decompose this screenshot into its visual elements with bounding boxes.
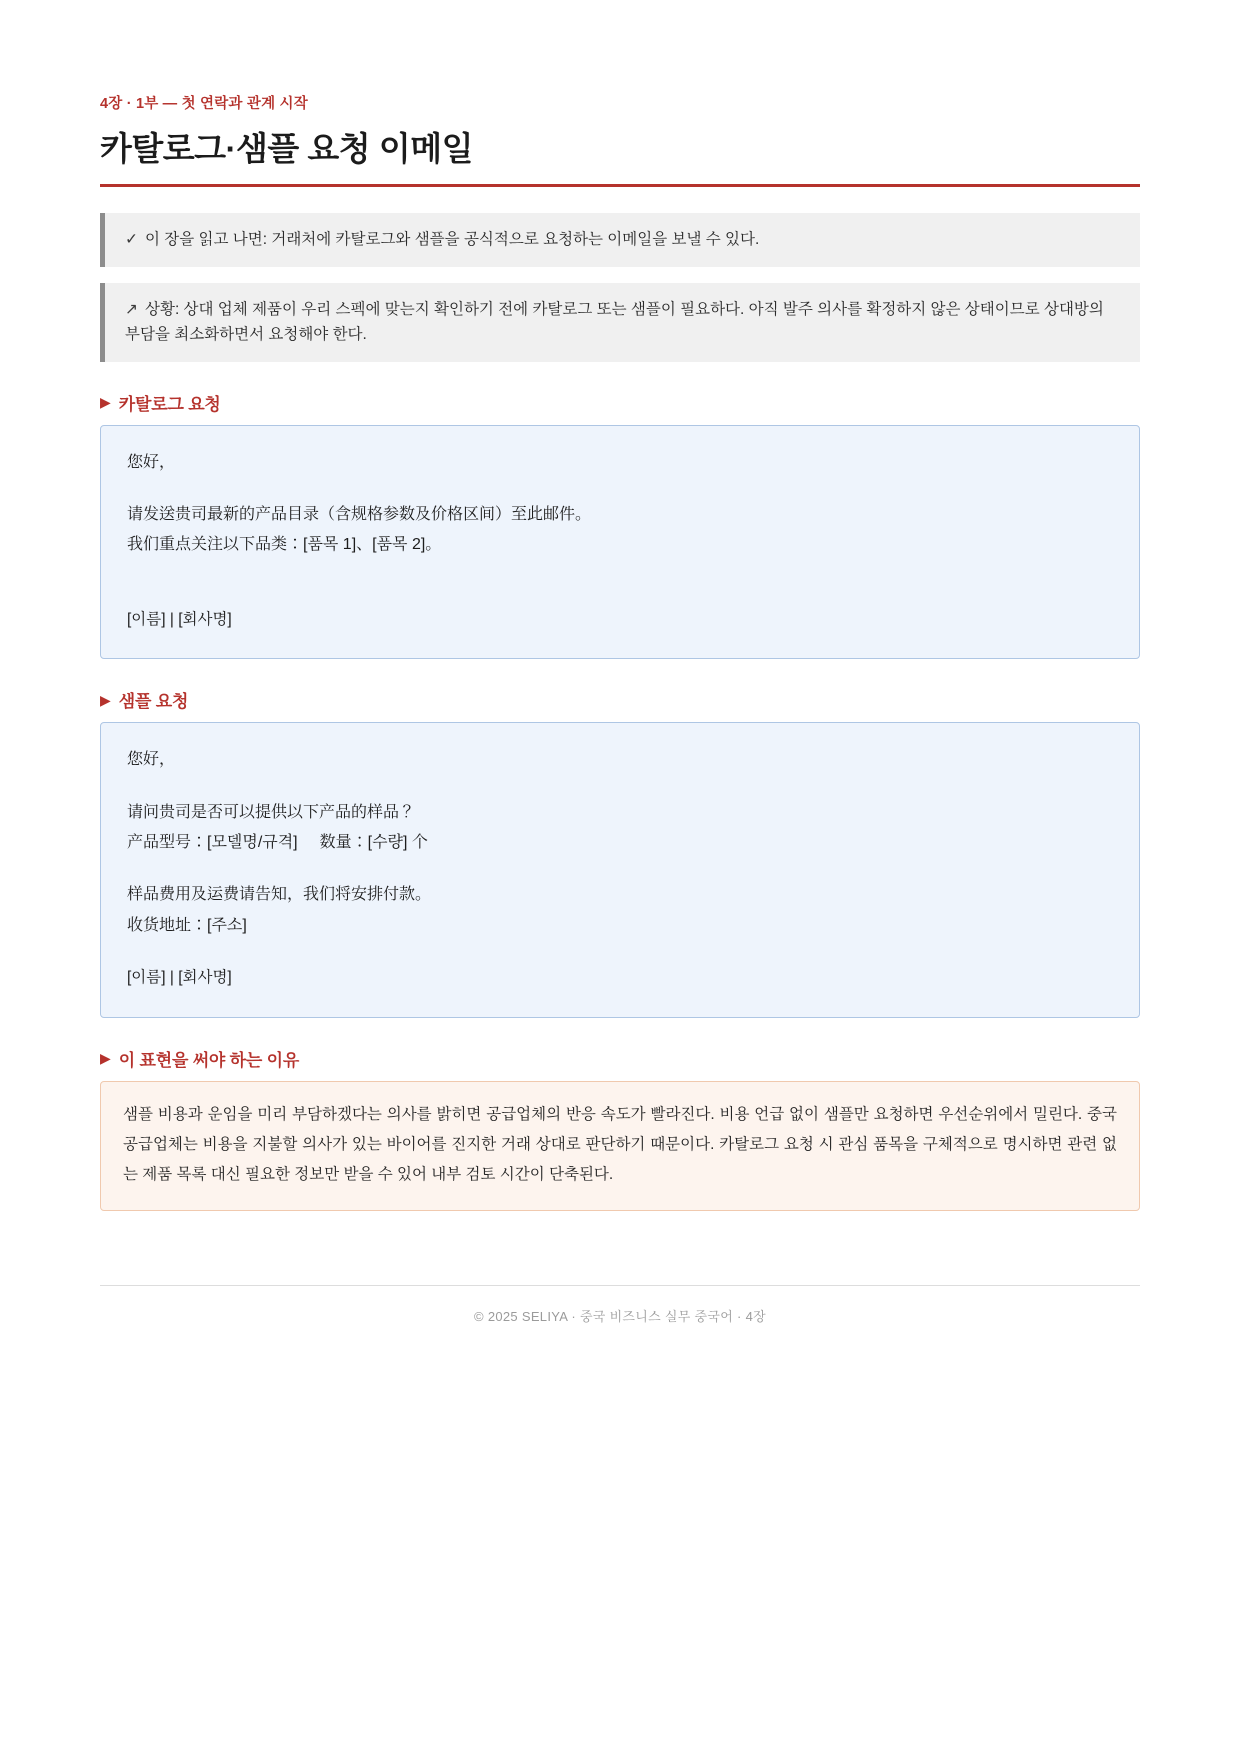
email-template-catalog bbox=[100, 425, 1140, 660]
email-signature: [이름] | [회사명] bbox=[127, 610, 232, 628]
page-footer: © 2025 SELIYA · 중국 비즈니스 실무 중국어 · 4장 bbox=[474, 1309, 766, 1325]
page-title: 카탈로그·샘플 요청 이메일 bbox=[100, 130, 473, 167]
email-greeting: 您好， bbox=[127, 453, 176, 471]
section-title: 샘플 요청 bbox=[118, 692, 189, 712]
triangle-icon: ▶ bbox=[100, 1050, 111, 1067]
check-icon: ✓ bbox=[125, 231, 138, 248]
learning-goal-callout bbox=[100, 213, 1140, 267]
section-title: 카탈로그 요청 bbox=[118, 394, 221, 414]
email-signature: [이름] | [회사명] bbox=[127, 969, 232, 987]
situation-callout bbox=[100, 283, 1140, 362]
pin-icon: ↗ bbox=[125, 300, 138, 318]
email-spacer bbox=[127, 858, 1113, 880]
triangle-icon: ▶ bbox=[100, 394, 111, 411]
email-line-4: 收货地址：[주소] bbox=[127, 916, 247, 934]
email-line-1: 请问贵司是否可以提供以下产品的样品？ bbox=[127, 803, 416, 821]
email-spacer bbox=[127, 478, 1113, 500]
email-template-sample bbox=[100, 722, 1140, 1017]
email-spacer bbox=[127, 561, 1113, 583]
section-heading-reason bbox=[100, 1046, 1140, 1071]
email-quantity-field: 数量：[수량] 个 bbox=[319, 834, 428, 852]
section-title: 이 표현을 써야 하는 이유 bbox=[118, 1050, 300, 1070]
email-spacer bbox=[127, 941, 1113, 963]
email-greeting: 您好， bbox=[127, 751, 176, 769]
learning-goal-text: 이 장을 읽고 나면: 거래처에 카탈로그와 샘플을 공식적으로 요청하는 이메일을 보낼 수 있다. bbox=[145, 231, 760, 248]
section-heading-sample-request bbox=[100, 687, 1140, 712]
triangle-icon: ▶ bbox=[100, 691, 111, 708]
email-line-2 bbox=[127, 828, 1113, 858]
section-heading-catalog-request bbox=[100, 390, 1140, 415]
reason-text: 샘플 비용과 운임을 미리 부담하겠다는 의사를 밝히면 공급업체의 반응 속도가 빨라진다. 비용 언급 없이 샘플만 요청하면 우선순위에서 밀린다. 중국 공급업체는 비용을 지불할 의사가 있는 바이어를 진지한 거래 상대로 판단하기 때문이다. 카탈로그 요청 시 관심 품목을 구체적으로 명시하면 관련 없는 제품 목록 대신 필요한 정보만 받을 수 있어 내부 검토 시간이 단축된다. bbox=[123, 1105, 1117, 1184]
email-spacer bbox=[127, 776, 1113, 798]
chapter-kicker: 4장 · 1부 — 첫 연락과 관계 시작 bbox=[100, 96, 308, 112]
email-line-2: 我们重点关注以下品类：[품목 1]、[품목 2]。 bbox=[127, 536, 442, 554]
title-divider bbox=[100, 184, 1140, 187]
email-model-field: 产品型号：[모델명/규격] bbox=[127, 834, 298, 852]
email-spacer bbox=[127, 583, 1113, 605]
reason-explanation-box bbox=[100, 1081, 1140, 1212]
email-line-1: 请发送贵司最新的产品目录（含规格参数及价格区间）至此邮件。 bbox=[127, 506, 592, 524]
email-line-3: 样品费用及运费请告知，我们将安排付款。 bbox=[127, 886, 432, 904]
situation-text: 상황: 상대 업체 제품이 우리 스펙에 맞는지 확인하기 전에 카탈로그 또는 샘플이 필요하다. 아직 발주 의사를 확정하지 않은 상태이므로 상대방의 부담을 최소화하면서 요청해야 한다. bbox=[125, 300, 1104, 344]
